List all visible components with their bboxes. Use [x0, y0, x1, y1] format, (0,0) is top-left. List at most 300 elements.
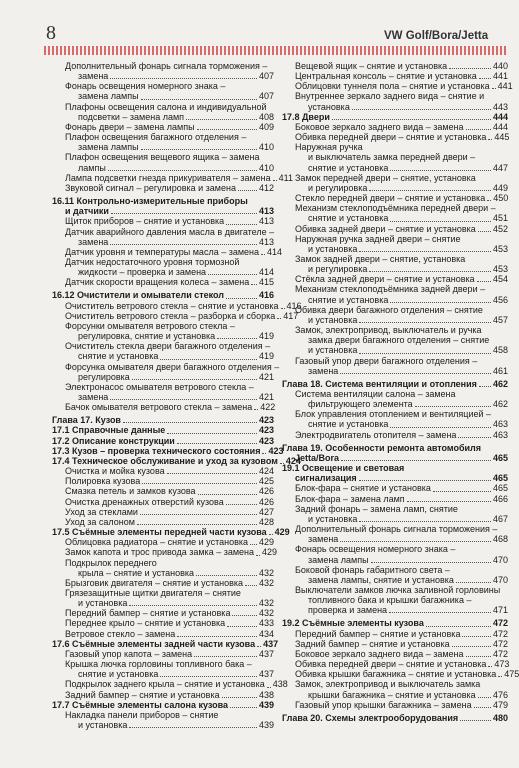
- toc-dot-leader: [110, 399, 257, 400]
- toc-entry-page: 426: [258, 496, 274, 507]
- toc-dot-leader: [226, 298, 257, 299]
- toc-entry-title: замена: [78, 392, 109, 402]
- toc-entry-title: замена: [78, 236, 109, 247]
- toc-entry-title: замена лампы: [78, 142, 139, 153]
- toc-entry-title: Форсунка омывателя двери багажного отделения –: [65, 361, 280, 372]
- toc-entry-title: Обивка двери багажного отделения – снятие: [295, 304, 483, 315]
- toc-entry-title: Глава 20. Схемы электрооборудования: [282, 712, 459, 723]
- toc-entry: [52, 102, 274, 112]
- toc-entry-title: Замок задней двери – снятие, установка: [295, 253, 466, 264]
- toc-entry: [52, 608, 274, 618]
- toc-entry: [282, 91, 508, 101]
- page-number: 8: [46, 22, 56, 44]
- toc-dot-leader: [217, 338, 257, 339]
- toc-entry-page: 422: [260, 402, 276, 413]
- toc-dot-leader: [273, 180, 277, 181]
- toc-entry-title: Полировка кузова: [65, 476, 141, 487]
- toc-entry: [282, 453, 508, 463]
- toc-entry-page: 433: [258, 618, 274, 629]
- toc-entry: [282, 274, 508, 284]
- toc-entry-page: 421: [258, 392, 274, 402]
- toc-entry: [282, 575, 508, 585]
- toc-entry: [52, 152, 274, 162]
- toc-dot-leader: [352, 109, 491, 110]
- toc-entry-title: Фонарь освещения номерного знака –: [65, 81, 226, 92]
- toc-entry: [52, 351, 274, 361]
- toc-entry-page: 443: [492, 101, 508, 112]
- toc-dot-leader: [369, 271, 491, 272]
- toc-entry: [52, 720, 274, 730]
- toc-entry-page: 423: [258, 415, 274, 426]
- toc-entry-page: 444: [492, 121, 508, 132]
- toc-entry-title: Ветровое стекло – замена: [65, 628, 176, 639]
- toc-entry-title: Датчик аварийного давления масла в двигателе –: [65, 226, 275, 237]
- toc-entry: [282, 483, 508, 493]
- toc-entry-title: Очиститель ветрового стекла – разборка и сборка: [65, 310, 276, 321]
- toc-dot-leader: [390, 427, 491, 428]
- toc-entry: [52, 227, 274, 237]
- toc-entry: [52, 537, 274, 547]
- toc-entry-title: Боковое зеркало заднего вида – замена: [295, 121, 464, 132]
- toc-entry-page: 413: [258, 216, 274, 227]
- toc-dot-leader: [177, 443, 257, 444]
- toc-dot-leader: [477, 281, 491, 282]
- toc-entry: [52, 196, 274, 206]
- toc-entry-title: регулировка, снятие и установка: [78, 331, 216, 342]
- toc-entry-page: 437: [258, 669, 274, 680]
- toc-entry: [52, 497, 274, 507]
- toc-entry-page: 439: [258, 720, 274, 730]
- toc-entry: [52, 216, 274, 226]
- toc-entry-page: 454: [492, 274, 508, 285]
- toc-entry-page: 411: [278, 172, 294, 183]
- toc-dot-leader: [371, 562, 491, 563]
- toc-entry-page: 440: [492, 61, 508, 71]
- toc-entry-page: 421: [258, 371, 274, 382]
- toc-entry-page: 429: [274, 527, 290, 538]
- toc-entry-title: Фонарь освещения номерного знака –: [295, 544, 456, 555]
- toc-entry: [52, 598, 274, 608]
- toc-entry-title: Очиститель ветрового стекла – снятие и установка: [65, 300, 279, 311]
- toc-entry: [52, 277, 274, 287]
- toc-entry-title: сигнализация: [295, 473, 357, 484]
- toc-entry-page: 415: [258, 277, 274, 288]
- toc-entry-title: замена: [78, 71, 109, 82]
- toc-entry: [52, 700, 274, 710]
- toc-dot-leader: [232, 615, 257, 616]
- toc-entry-title: Система вентиляции салона – замена: [295, 389, 456, 399]
- toc-entry: [52, 517, 274, 527]
- toc-entry-title: Задний бампер – снятие и установка: [65, 689, 220, 700]
- toc-entry-title: Лампа подсветки гнезда прикуривателя – замена: [65, 172, 271, 183]
- toc-entry-page: 457: [492, 314, 508, 325]
- toc-dot-leader: [230, 707, 257, 708]
- toc-entry: [282, 71, 508, 81]
- toc-entry-title: Газовый упор крышки багажника – замена: [295, 699, 472, 710]
- toc-dot-leader: [226, 504, 257, 505]
- toc-entry-page: 407: [258, 91, 274, 102]
- toc-entry-page: 434: [258, 628, 274, 639]
- toc-entry-page: 419: [258, 351, 274, 362]
- toc-entry: [52, 163, 274, 173]
- toc-entry-page: 466: [492, 493, 508, 504]
- toc-entry-title: Задний фонарь – замена ламп, снятие: [295, 503, 458, 514]
- toc-entry-title: Фонарь двери – замена лампы: [65, 121, 195, 132]
- toc-entry: [282, 102, 508, 112]
- toc-entry-title: Брызговик двигателя – снятие и установка: [65, 577, 244, 588]
- toc-entry: [282, 234, 508, 244]
- toc-entry-page: 468: [492, 534, 508, 545]
- toc-entry-page: 413: [258, 206, 274, 217]
- toc-dot-leader: [140, 514, 257, 515]
- toc-entry: [282, 494, 508, 504]
- toc-entry-title: и установка: [78, 720, 128, 730]
- toc-entry: [52, 568, 274, 578]
- toc-entry-title: Дополнительный фонарь сигнала торможения –: [65, 61, 268, 71]
- toc-dot-leader: [256, 555, 260, 556]
- toc-entry-title: Блок-фара – замена ламп: [295, 493, 405, 504]
- toc-entry-title: Подкрылок переднего: [65, 557, 157, 568]
- toc-entry-page: 429: [262, 547, 278, 558]
- toc-entry: [282, 555, 508, 565]
- toc-dot-leader: [389, 612, 491, 613]
- toc-dot-leader: [226, 224, 257, 225]
- toc-entry-title: и установка: [308, 513, 358, 524]
- toc-entry: [52, 122, 274, 132]
- toc-entry-title: Обивка передней двери – снятие и установка: [295, 659, 487, 670]
- toc-dot-leader: [466, 656, 491, 657]
- toc-entry: [282, 649, 508, 659]
- toc-entry: [52, 710, 274, 720]
- toc-entry: [282, 203, 508, 213]
- toc-entry: [52, 527, 290, 538]
- toc-entry: [282, 565, 508, 575]
- toc-entry-title: и регулировка: [308, 182, 368, 193]
- toc-dot-leader: [458, 437, 491, 438]
- toc-entry: [52, 425, 274, 435]
- toc-entry-page: 429: [258, 537, 274, 548]
- toc-entry: [282, 534, 508, 544]
- toc-entry-title: Форсунки омывателя ветрового стекла –: [65, 320, 235, 331]
- toc-dot-leader: [390, 221, 491, 222]
- toc-entry-page: 447: [492, 162, 508, 173]
- toc-entry-title: снятие и установка: [78, 351, 159, 362]
- toc-entry-page: 458: [492, 345, 508, 356]
- toc-entry-title: Обивка передней двери – снятие и установка: [295, 132, 487, 143]
- toc-dot-leader: [390, 302, 491, 303]
- toc-entry: [52, 578, 274, 588]
- toc-entry: [52, 341, 274, 351]
- toc-dot-leader: [487, 200, 491, 201]
- toc-entry-page: 465: [492, 452, 508, 463]
- toc-entry-title: Передний бампер – снятие и установка: [295, 628, 461, 639]
- toc-entry: [52, 466, 274, 476]
- toc-entry-title: Дополнительный фонарь сигнала торможения –: [295, 524, 498, 535]
- toc-entry-title: Боковой фонарь габаритного света –: [295, 564, 450, 575]
- toc-entry-title: Замок, электропривод, выключатель и ручка: [295, 325, 482, 336]
- toc-entry-page: 407: [258, 71, 274, 82]
- toc-dot-leader: [340, 541, 491, 542]
- toc-entry-title: 17.5 Съёмные элементы передней части кузова: [52, 527, 267, 538]
- toc-entry: [52, 183, 274, 193]
- toc-entry-title: Плафон освещения вещевого ящика – замена: [65, 152, 260, 163]
- toc-entry: [282, 473, 508, 483]
- toc-entry: [52, 455, 301, 466]
- toc-entry-title: лампы: [78, 162, 106, 173]
- toc-entry: [282, 244, 508, 254]
- toc-dot-leader: [462, 636, 491, 637]
- toc-dot-leader: [466, 129, 491, 130]
- toc-entry-title: Глава 19. Особенности ремонта автомобиля: [282, 442, 482, 453]
- toc-entry: [282, 81, 513, 92]
- toc-dot-leader: [407, 501, 491, 502]
- toc-entry: [282, 544, 508, 554]
- toc-dot-leader: [488, 139, 492, 140]
- toc-dot-leader: [208, 274, 257, 275]
- toc-dot-leader: [142, 483, 257, 484]
- toc-entry: [282, 679, 508, 689]
- toc-entry-page: 423: [258, 435, 274, 446]
- toc-entry: [282, 585, 508, 595]
- toc-entry-title: снятие и установка: [308, 162, 389, 173]
- toc-entry-title: Уход за стеклами: [65, 506, 138, 517]
- toc-entry-title: снятие и установка: [308, 294, 389, 305]
- toc-entry-title: Наружная ручка задней двери – снятие: [295, 233, 461, 244]
- toc-entry: [52, 331, 274, 341]
- toc-dot-leader: [332, 119, 491, 120]
- toc-dot-leader: [433, 491, 491, 492]
- toc-entry-title: Механизм стеклоподъёмника задней двери –: [295, 284, 486, 295]
- toc-entry-page: 441: [497, 81, 513, 92]
- toc-entry-title: Jetta/Bora: [295, 452, 340, 463]
- toc-entry-page: 432: [258, 598, 274, 609]
- toc-entry-title: Накладка панели приборов – снятие: [65, 709, 219, 720]
- toc-entry: [282, 183, 508, 193]
- toc-entry-page: 479: [492, 699, 508, 710]
- toc-entry-title: и установка: [308, 243, 358, 254]
- toc-dot-leader: [194, 656, 257, 657]
- toc-entry-title: Замок капота и трос привода замка – замена: [65, 547, 254, 558]
- toc-entry: [52, 507, 274, 517]
- toc-entry-page: 470: [492, 574, 508, 585]
- toc-entry-page: 413: [258, 236, 274, 247]
- toc-entry-title: 19.2 Съёмные элементы кузова: [282, 618, 424, 629]
- toc-entry-page: 427: [258, 506, 274, 517]
- toc-dot-leader: [369, 190, 491, 191]
- toc-dot-leader: [277, 318, 281, 319]
- toc-entry-title: замена: [308, 534, 339, 545]
- toc-entry-page: 432: [258, 577, 274, 588]
- toc-entry: [52, 669, 274, 679]
- toc-dot-leader: [110, 78, 257, 79]
- toc-entry-page: 471: [492, 605, 508, 616]
- toc-entry: [282, 122, 508, 132]
- toc-entry: [282, 335, 508, 345]
- toc-entry: [52, 476, 274, 486]
- toc-entry-title: жидкости – проверка и замена: [78, 267, 207, 278]
- toc-dot-leader: [196, 575, 257, 576]
- toc-entry-title: Щиток приборов – снятие и установка: [65, 216, 225, 227]
- toc-dot-leader: [160, 359, 257, 360]
- toc-dot-leader: [479, 386, 491, 387]
- toc-entry-title: установка: [308, 101, 350, 112]
- toc-entry: [282, 224, 508, 234]
- toc-entry: [52, 649, 274, 659]
- toc-entry-page: 472: [492, 648, 508, 659]
- toc-entry-title: Облицовки туннеля пола – снятие и установка: [295, 81, 490, 92]
- toc-entry: [52, 91, 274, 101]
- toc-entry: [282, 690, 508, 700]
- toc-dot-leader: [261, 254, 265, 255]
- toc-entry-title: 19.1 Освещение и световая: [282, 463, 405, 474]
- toc-entry-title: Уход за салоном: [65, 516, 135, 527]
- toc-entry: [52, 361, 280, 372]
- toc-entry-title: Очистка и мойка кузова: [65, 466, 165, 477]
- toc-entry-title: Передний бампер – снятие и установка: [65, 608, 231, 619]
- toc-entry-title: Механизм стеклоподъёмника передней двери –: [295, 203, 496, 214]
- toc-entry-title: Обивка задней двери – снятие и установка: [295, 223, 476, 234]
- toc-entry-title: Наружная ручка: [295, 142, 363, 153]
- toc-entry: [282, 639, 508, 649]
- toc-dot-leader: [359, 353, 491, 354]
- toc-entry-title: замена лампы, снятие и установка: [308, 574, 454, 585]
- toc-entry-page: 462: [492, 399, 508, 410]
- toc-entry-page: 449: [492, 182, 508, 193]
- toc-entry-title: Боковое зеркало заднего вида – замена: [295, 648, 464, 659]
- toc-entry: [282, 669, 519, 680]
- toc-entry-page: 451: [492, 213, 508, 224]
- toc-dot-leader: [222, 697, 257, 698]
- toc-entry-title: и установка: [308, 314, 358, 325]
- toc-entry-page: 410: [258, 142, 274, 153]
- toc-dot-leader: [474, 707, 491, 708]
- toc-dot-leader: [479, 78, 491, 79]
- toc-entry: [282, 409, 508, 419]
- toc-entry: [282, 193, 508, 203]
- toc-dot-leader: [251, 284, 257, 285]
- toc-entry: [52, 382, 274, 392]
- toc-dot-leader: [359, 521, 491, 522]
- toc-entry-page: 462: [492, 378, 508, 389]
- toc-entry: [282, 163, 508, 173]
- toc-entry-page: 465: [492, 483, 508, 494]
- toc-entry: [282, 504, 508, 514]
- toc-entry-page: 480: [492, 712, 508, 723]
- toc-entry: [282, 345, 508, 355]
- toc-dot-leader: [167, 473, 257, 474]
- toc-entry-title: и датчики: [65, 206, 109, 217]
- toc-entry-title: крыла – снятие и установка: [78, 567, 195, 578]
- toc-dot-leader: [478, 231, 491, 232]
- toc-entry-title: замена лампы: [308, 554, 369, 565]
- toc-dot-leader: [340, 373, 491, 374]
- toc-entry: [282, 325, 508, 335]
- toc-entry-title: и регулировка: [308, 264, 368, 275]
- toc-entry: [52, 310, 299, 321]
- toc-dot-leader: [108, 170, 257, 171]
- toc-entry: [282, 173, 508, 183]
- toc-entry: [282, 254, 508, 264]
- toc-dot-leader: [167, 433, 257, 434]
- toc-entry-title: 17.6 Съёмные элементы задней части кузова: [52, 638, 256, 649]
- toc-dot-leader: [160, 676, 257, 677]
- toc-entry: [52, 206, 274, 216]
- toc-entry: [52, 659, 274, 669]
- toc-entry-title: Газовый упор капота – замена: [65, 648, 193, 659]
- toc-dot-leader: [250, 544, 257, 545]
- toc-entry-title: и установка: [78, 598, 128, 609]
- toc-entry: [52, 436, 274, 446]
- toc-entry: [52, 547, 278, 558]
- toc-dot-leader: [460, 720, 491, 721]
- toc-entry-title: 17.8 Двери: [282, 111, 330, 122]
- toc-entry: [52, 588, 274, 598]
- toc-entry-title: Обивка крышки багажника – снятие и установка: [295, 669, 497, 680]
- toc-entry: [52, 618, 274, 628]
- toc-entry-title: замена лампы: [78, 91, 139, 102]
- toc-entry-page: 428: [258, 516, 274, 527]
- toc-entry: [52, 61, 274, 71]
- toc-dot-leader: [186, 119, 257, 120]
- toc-entry: [52, 290, 274, 300]
- toc-dot-leader: [177, 636, 257, 637]
- toc-entry: [282, 379, 508, 389]
- toc-entry: [52, 690, 274, 700]
- toc-dot-leader: [415, 406, 491, 407]
- toc-entry-title: 17.2 Описание конструкции: [52, 435, 175, 446]
- toc-dot-leader: [456, 582, 491, 583]
- header-dotted-rule: [44, 46, 507, 55]
- toc-entry-title: Блок управления отоплением и вентиляцией –: [295, 409, 492, 420]
- toc-entry-page: 424: [258, 466, 274, 477]
- toc-entry-title: Замок, электропривод и выключатель замка: [295, 679, 481, 690]
- toc-entry-page: 417: [283, 310, 299, 321]
- toc-entry-page: 456: [492, 294, 508, 305]
- toc-entry: [282, 524, 508, 534]
- toc-dot-leader: [359, 251, 491, 252]
- toc-entry: [282, 605, 508, 615]
- toc-dot-leader: [111, 213, 257, 214]
- toc-entry-title: Очистка дренажных отверстий кузова: [65, 496, 224, 507]
- toc-entry-page: 452: [492, 223, 508, 234]
- toc-entry: [52, 267, 274, 277]
- toc-entry: [282, 305, 508, 315]
- toc-entry: [52, 81, 274, 91]
- toc-dot-leader: [267, 687, 271, 688]
- toc-dot-leader: [488, 666, 492, 667]
- toc-entry-page: 416: [286, 300, 302, 311]
- toc-dot-leader: [129, 727, 257, 728]
- toc-entry: [282, 389, 508, 399]
- toc-dot-leader: [452, 646, 491, 647]
- toc-entry-page: 472: [492, 618, 508, 629]
- toc-entry-page: 414: [258, 267, 274, 278]
- toc-entry-page: 450: [493, 193, 509, 204]
- toc-entry: [52, 372, 274, 382]
- toc-entry-title: регулировка: [78, 371, 130, 382]
- toc-dot-leader: [254, 409, 258, 410]
- toc-entry-page: 444: [492, 111, 508, 122]
- toc-entry-page: 453: [492, 243, 508, 254]
- toc-entry-page: 439: [258, 699, 274, 710]
- toc-left-column: [52, 61, 302, 764]
- toc-entry: [52, 486, 274, 496]
- toc-entry-page: 470: [492, 554, 508, 565]
- toc-entry-title: Вещевой ящик – снятие и установка: [295, 61, 448, 71]
- toc-dot-leader: [257, 646, 261, 647]
- toc-entry-title: 16.11 Контрольно-измерительные приборы: [52, 196, 248, 207]
- toc-entry-title: Глава 17. Кузов: [52, 415, 121, 426]
